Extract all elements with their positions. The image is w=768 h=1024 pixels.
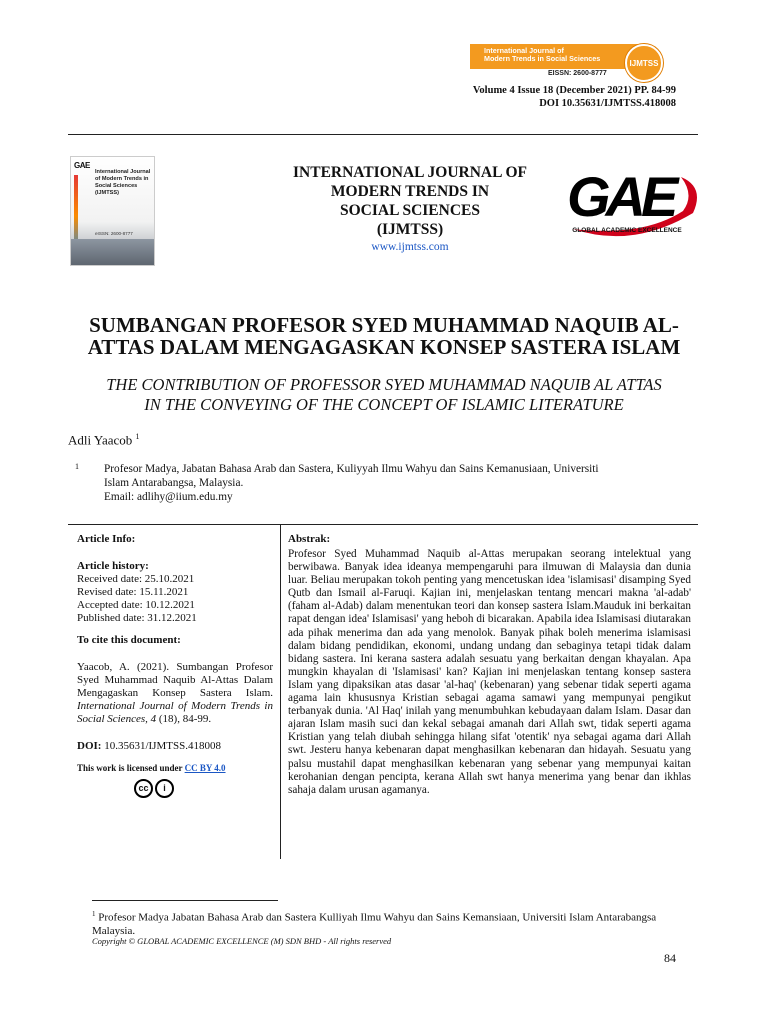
title-malay-line2: ATTAS DALAM MENGAGASKAN KONSEP SASTERA ISLAM	[87, 335, 681, 359]
author-name	[68, 432, 140, 448]
gae-mark: GAE	[567, 165, 674, 228]
received-date: Received date: 25.10.2021	[77, 573, 195, 585]
info-divider	[68, 524, 698, 525]
journal-line2: MODERN TRENDS IN	[330, 183, 490, 200]
article-history-heading: Article history:	[77, 560, 149, 572]
gae-logo	[563, 165, 703, 247]
citation-tail: (18), 84-99.	[156, 713, 212, 725]
abstract-body: Profesor Syed Muhammad Naquib al-Attas merupakan seorang intelektual yang berwibawa. Banyak idea ideanya mempengaruhi para ilmuwan di Malaysia dan dunia luar. Beliau merupakan tokoh penting yang mencetuskan idea 'islamisasi' disamping Syed Qutb dan Ismail al-Faruqi. Kajian ini, menjelaskan tentang mencari makna 'al-adab' (faham al-Adab) dalam menentukan teori dan konsep sastera Islam.Mauduk ini berkaitan rapat dengan idea' Islamisasi' yang heboh di bicarakan. Apabila idea Islamisasi diutarakan ada pihak menerima dan ada yang menolok. Banyak pihak boleh menerima islamisasi dalam bidang pendidikan, ekonomi, undang undang dan sebaginya tetapi tidak dalam bidang sastera. Ini kerana sastera adalah sesuatu yang berkaitan dengan khayalan. Apa mungkin khayalan di 'Islamisasi' kan? Kajian ini menjelaskan tentang konsep sastera Islam yang dipaksikan atas dasar 'al-haq' (kebenaran) yang sebenar tidak seperti agama agama lain khususnya Kristian sebagai agama samawi yang mempunyai pengikut terbanyak dunia. 'Al Haq' inilah yang menumbuhkan kebudayaan dalam Islam. Dasar dan ajaran Islam masih suci dan kekal sebagai amanah dari Allah swt, tidak seperti agama Kristian yang telah diubah sehingga hilang sifat 'otentik' nya sebagai agama dari Allah swt. Jesteru hanya kebenaran dapat menghasilkan kebenaran dan hidayah. Sesuatu yang palsu mustahil dapat menghasilkan kebenaran yang sebenar yang mempunyai kaitan kerohanian dengan pencipta, kerana Allah swt hanya menerima yang benar dan ikhlas sahaja dalam urusan agamanya.	[288, 548, 691, 796]
affiliation-line2: Islam Antarabangsa, Malaysia.	[104, 477, 244, 489]
article-title-english	[60, 375, 708, 415]
article-info-panel	[77, 533, 273, 798]
cc-icon: cc	[134, 779, 153, 798]
citation	[77, 661, 273, 726]
footnote	[92, 908, 698, 938]
cover-gae-logo: GAE	[74, 161, 90, 170]
affiliation-number: 1	[75, 462, 79, 471]
affiliation-line1: Profesor Madya, Jabatan Bahasa Arab dan Sastera, Kuliyyah Ilmu Wahyu dan Sains Kemanusiaan, Universiti	[104, 463, 599, 475]
doi	[77, 740, 273, 753]
banner-issn: EISSN: 2600-8777	[548, 70, 607, 77]
journal-cover-image	[70, 156, 155, 266]
license-text: This work is licensed under	[77, 763, 185, 773]
attribution-icon: i	[155, 779, 174, 798]
footnote-sup: 1	[92, 910, 96, 918]
published-date: Published date: 31.12.2021	[77, 612, 197, 624]
article-title-malay	[60, 314, 708, 358]
author-sup: 1	[135, 432, 140, 441]
ijmtss-badge-logo: IJMTSS	[625, 44, 663, 82]
cc-badge[interactable]	[134, 779, 273, 798]
column-divider	[280, 524, 281, 859]
cover-cityscape	[71, 239, 154, 265]
citation-journal: International Journal of Modern Trends in Social Sciences, 4	[77, 700, 273, 725]
license	[77, 762, 273, 775]
journal-name	[200, 163, 620, 239]
title-malay-line1: SUMBANGAN PROFESOR SYED MUHAMMAD NAQUIB AL-	[89, 313, 679, 337]
cover-issn: eISSN: 2600-8777	[95, 231, 133, 236]
article-info-heading: Article Info:	[77, 533, 136, 545]
journal-line1: INTERNATIONAL JOURNAL OF	[293, 164, 527, 181]
revised-date: Revised date: 15.11.2021	[77, 586, 189, 598]
volume-line: Volume 4 Issue 18 (December 2021) PP. 84-99	[472, 85, 676, 96]
citation-text: Yaacob, A. (2021). Sumbangan Profesor Syed Muhammad Naquib Al-Attas Dalam Mengagaskan Konsep Sastera Islam.	[77, 661, 273, 699]
issue-info	[473, 84, 676, 110]
author-email: Email: adlihy@iium.edu.my	[104, 491, 233, 503]
copyright: Copyright © GLOBAL ACADEMIC EXCELLENCE (M) SDN BHD - All rights reserved	[92, 936, 392, 946]
cite-heading: To cite this document:	[77, 634, 181, 646]
license-link[interactable]: CC BY 4.0	[184, 763, 226, 773]
footnote-text: Profesor Madya Jabatan Bahasa Arab dan Sastera Kulliyah Ilmu Wahyu dan Sains Kemansiaan, Universiti Islam Antarabangsa Malaysia.	[92, 911, 657, 937]
title-english-line2: IN THE CONVEYING OF THE CONCEPT OF ISLAMIC LITERATURE	[144, 395, 624, 414]
page-number: 84	[664, 951, 676, 965]
journal-line3: SOCIAL SCIENCES	[340, 202, 480, 219]
header-divider	[68, 134, 698, 135]
author-name-text: Adli Yaacob	[68, 432, 133, 448]
banner-line1: International Journal of	[484, 46, 564, 55]
banner-line2: Modern Trends in Social Sciences	[484, 54, 601, 63]
gae-subtitle: GLOBAL ACADEMIC EXCELLENCE	[572, 227, 682, 234]
abstract-heading: Abstrak:	[288, 533, 331, 545]
banner-box	[470, 44, 640, 69]
footnote-divider	[92, 900, 278, 901]
title-english-line1: THE CONTRIBUTION OF PROFESSOR SYED MUHAMMAD NAQUIB AL ATTAS	[106, 375, 662, 394]
journal-banner	[470, 44, 675, 78]
doi-line: DOI 10.35631/IJMTSS.418008	[539, 98, 676, 109]
doi-value: 10.35631/IJMTSS.418008	[101, 740, 221, 752]
cover-title: International Journal of Modern Trends in Social Sciences (IJMTSS)	[95, 169, 151, 196]
journal-url-link[interactable]: www.ijmtss.com	[371, 241, 449, 253]
doi-label: DOI:	[77, 740, 102, 752]
journal-line4: (IJMTSS)	[376, 221, 444, 238]
affiliation	[104, 462, 704, 504]
accepted-date: Accepted date: 10.12.2021	[77, 599, 195, 611]
